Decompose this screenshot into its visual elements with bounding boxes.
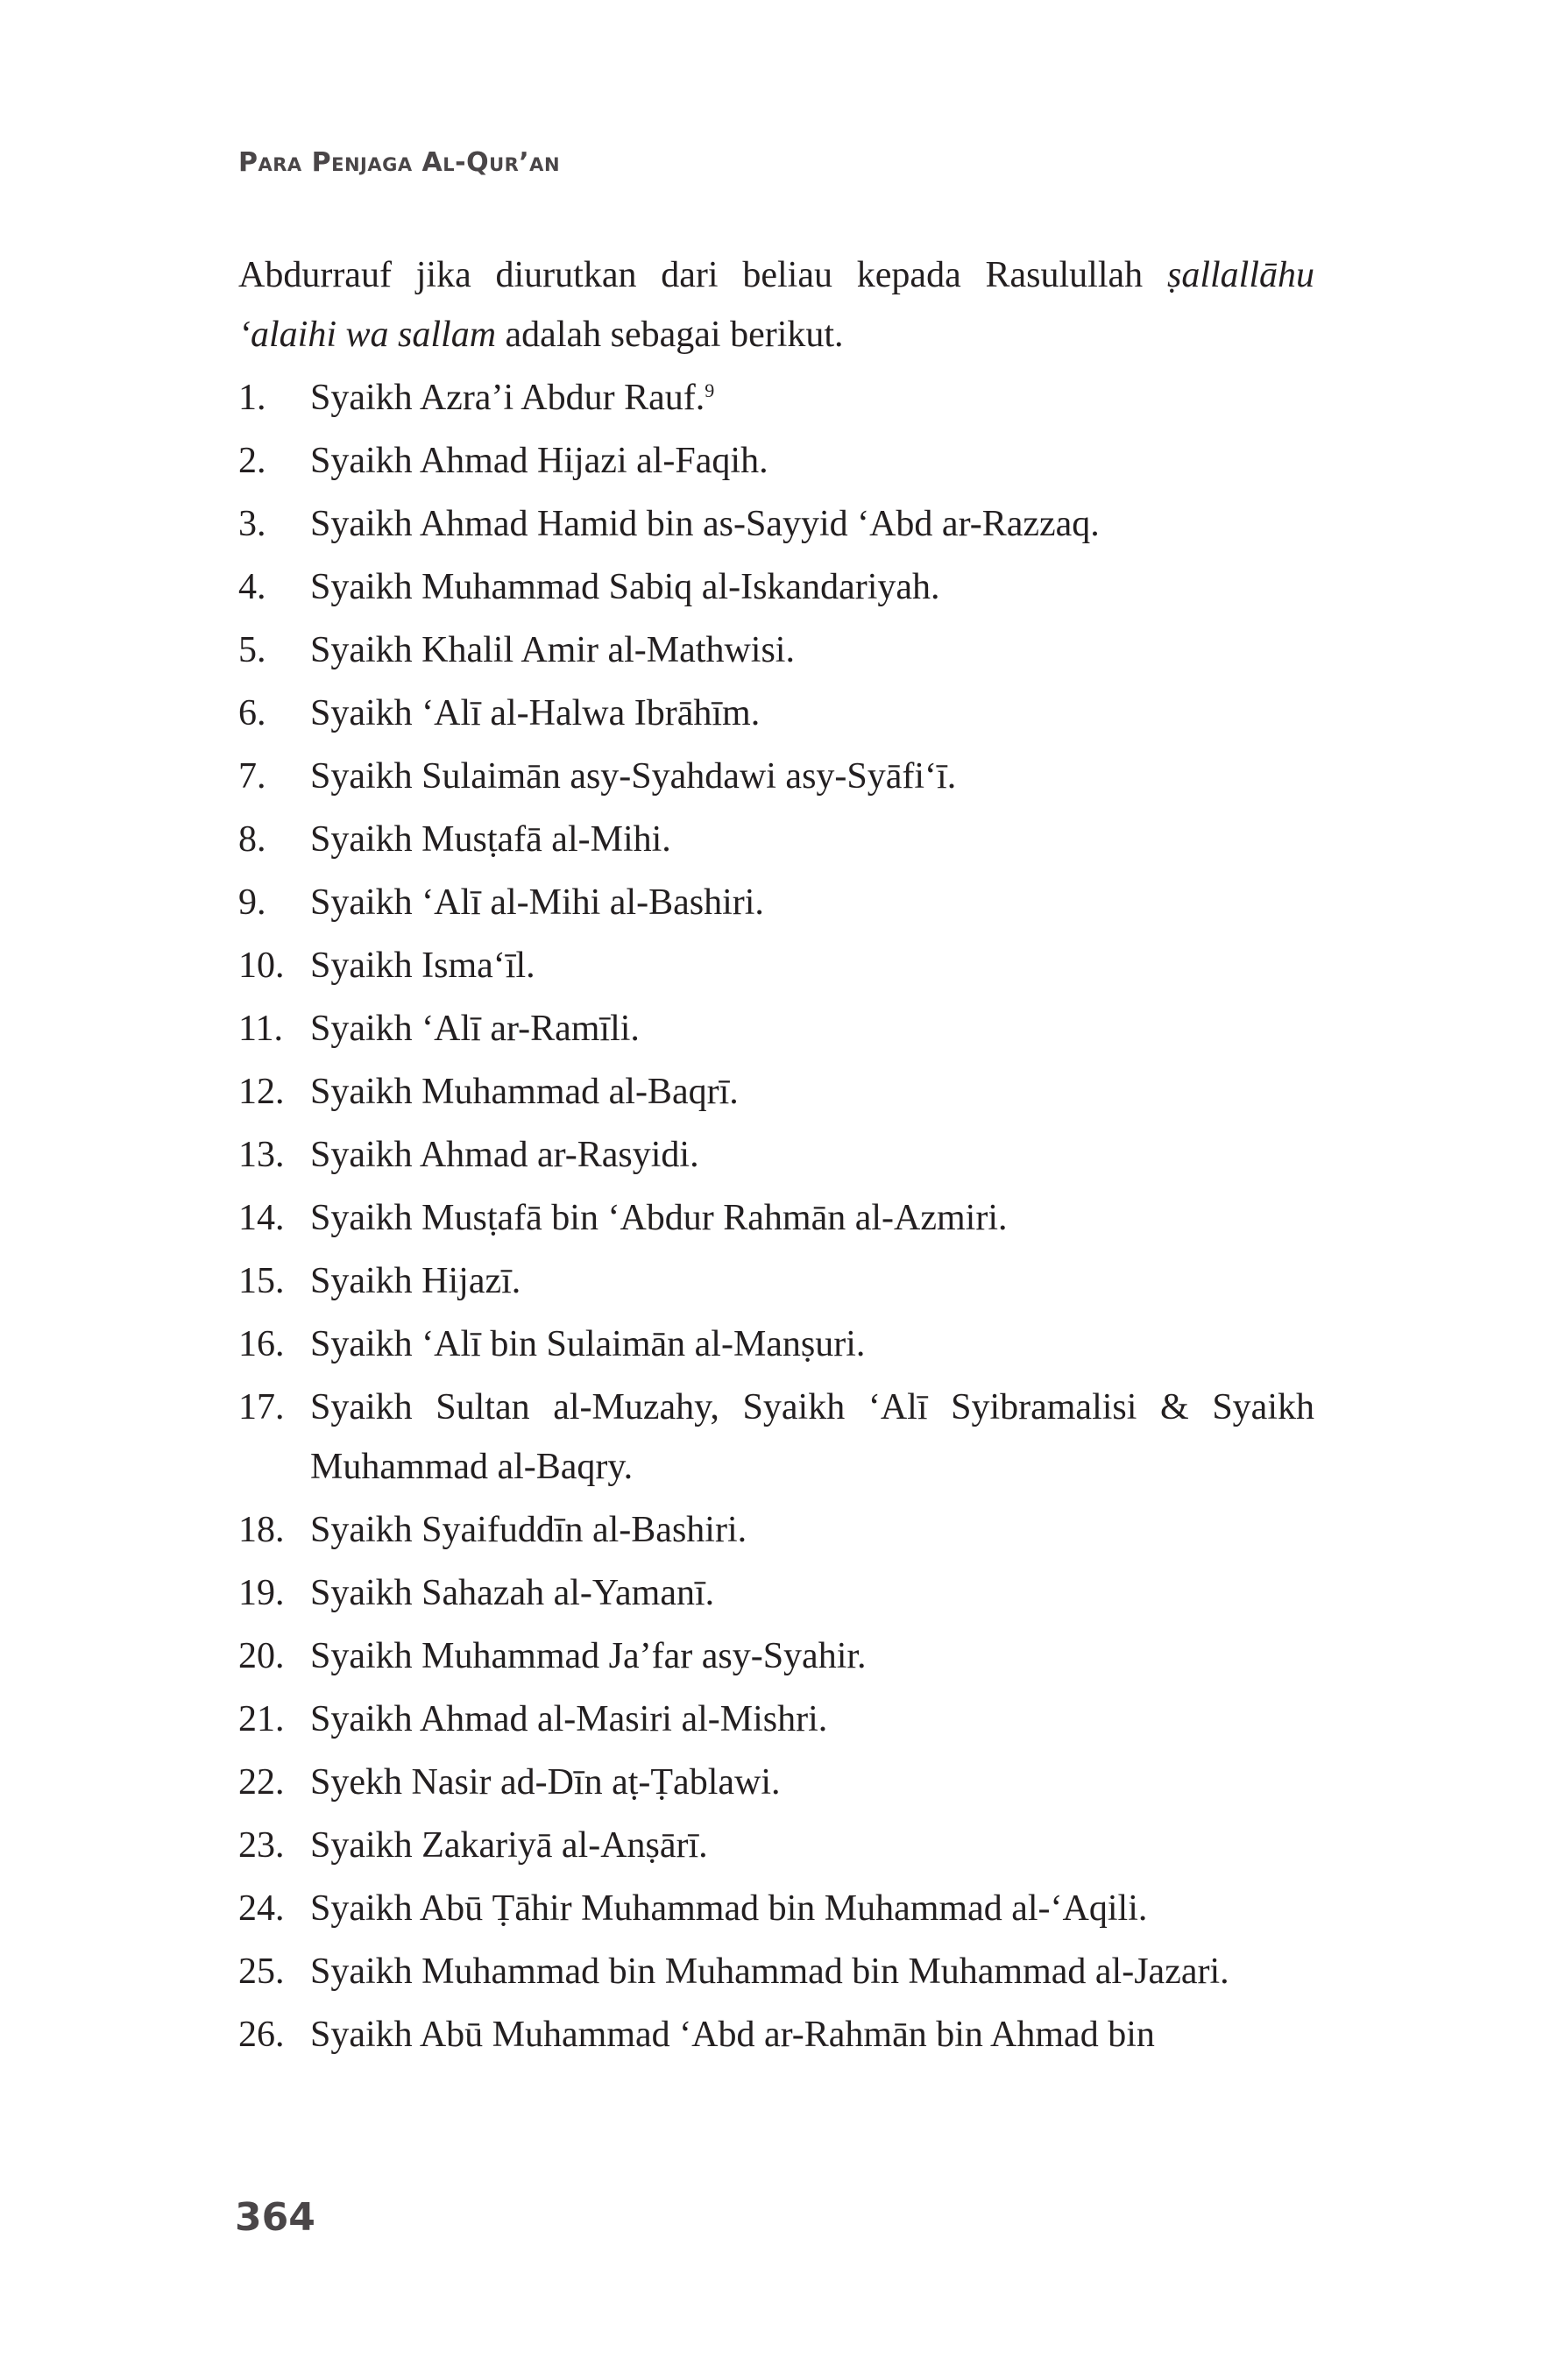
list-item (238, 810, 1314, 869)
list-text: Syaikh ‘Alī bin Sulaimān al-Manṣuri. (310, 1324, 866, 1364)
intro-paragraph (238, 245, 1314, 365)
list-item (238, 494, 1314, 554)
list-item (238, 873, 1314, 932)
list-number: 6. (238, 693, 266, 733)
list-number: 25. (238, 1951, 285, 1992)
list-text: Syaikh Muhammad Ja’far asy-Syahir. (310, 1636, 867, 1676)
list-number: 26. (238, 2015, 285, 2055)
intro-text-before: Abdurrauf jika diurutkan dari beliau kepada Rasulullah (238, 255, 1167, 295)
list-text: Syaikh Musṭafā bin ‘Abdur Rahmān al-Azmiri. (310, 1198, 1008, 1238)
list-text: Syaikh Ahmad Hijazi al-Faqih. (310, 441, 768, 481)
list-number: 9. (238, 882, 266, 923)
list-item (238, 936, 1314, 995)
list-text: Syaikh Ahmad Hamid bin as-Sayyid ‘Abd ar-Razzaq. (310, 504, 1100, 544)
list-number: 17. (238, 1387, 285, 1427)
list-text: Syekh Nasir ad-Dīn aṭ-Ṭablawi. (310, 1762, 781, 1803)
list-number: 2. (238, 441, 266, 481)
page-body (238, 245, 1314, 2068)
list-text: Syaikh Muhammad al-Baqrī. (310, 1072, 739, 1112)
list-number: 14. (238, 1198, 285, 1238)
list-number: 1. (238, 378, 266, 418)
list-text: Syaikh Sulaimān asy-Syahdawi asy-Syāfi‘ī. (310, 756, 957, 797)
intro-text-after: adalah sebagai berikut. (496, 315, 844, 355)
list-number: 23. (238, 1825, 285, 1866)
list-text: Syaikh Khalil Amir al-Mathwisi. (310, 630, 795, 670)
page-number: 364 (235, 2195, 315, 2240)
list-item (238, 1251, 1314, 1311)
list-item (238, 1500, 1314, 1560)
sanad-list (238, 368, 1314, 2065)
list-text: Syaikh Sahazah al-Yamanī. (310, 1573, 715, 1613)
list-number: 11. (238, 1009, 283, 1049)
list-text: Syaikh ‘Alī ar-Ramīli. (310, 1009, 640, 1049)
list-item (238, 1879, 1314, 1938)
list-item (238, 684, 1314, 743)
list-text: Syaikh ‘Alī al-Mihi al-Bashiri. (310, 882, 764, 923)
running-head-title: Para Penjaga Al-Qur’an (238, 147, 561, 178)
list-number: 12. (238, 1072, 285, 1112)
list-item (238, 1563, 1314, 1623)
footnote-marker: 9 (705, 379, 715, 401)
list-item (238, 1689, 1314, 1749)
list-item (238, 620, 1314, 680)
list-item (238, 1378, 1314, 1497)
list-item (238, 1942, 1314, 2001)
list-text: Syaikh Abū Muhammad ‘Abd ar-Rahmān bin Ahmad bin (310, 2015, 1155, 2055)
list-item (238, 1125, 1314, 1185)
list-number: 18. (238, 1510, 285, 1550)
list-item (238, 1753, 1314, 1812)
list-text: Syaikh Muhammad Sabiq al-Iskandariyah. (310, 567, 940, 607)
list-item (238, 1626, 1314, 1686)
list-item (238, 999, 1314, 1059)
list-number: 15. (238, 1261, 285, 1301)
list-item (238, 1314, 1314, 1374)
list-number: 13. (238, 1135, 285, 1175)
list-item (238, 2005, 1314, 2065)
list-number: 3. (238, 504, 266, 544)
list-item (238, 1188, 1314, 1248)
list-number: 5. (238, 630, 266, 670)
list-text: Syaikh Sultan al-Muzahy, Syaikh ‘Alī Syibramalisi & Syaikh Muhammad al-Baqry. (310, 1387, 1314, 1487)
list-text: Syaikh Musṭafā al-Mihi. (310, 819, 671, 860)
list-text: Syaikh Zakariyā al-Anṣārī. (310, 1825, 708, 1866)
list-text-main: Syaikh Azra’i Abdur Rauf. (310, 378, 705, 418)
list-text: Syaikh Hijazī. (310, 1261, 521, 1301)
list-item (238, 557, 1314, 617)
list-text: Syaikh Ahmad al-Masiri al-Mishri. (310, 1699, 828, 1739)
intro-honorific: ṣallallāhu ‘alaihi wa sallam (238, 255, 1314, 355)
list-number: 4. (238, 567, 266, 607)
list-item (238, 1062, 1314, 1122)
list-text: Syaikh Ahmad ar-Rasyidi. (310, 1135, 699, 1175)
list-number: 19. (238, 1573, 285, 1613)
list-text: Syaikh Muhammad bin Muhammad bin Muhammad al-Jazari. (310, 1951, 1229, 1992)
list-number: 7. (238, 756, 266, 797)
list-number: 21. (238, 1699, 285, 1739)
list-item (238, 431, 1314, 491)
list-number: 16. (238, 1324, 285, 1364)
list-number: 10. (238, 946, 285, 986)
list-number: 8. (238, 819, 266, 860)
list-text: Syaikh ‘Alī al-Halwa Ibrāhīm. (310, 693, 761, 733)
list-text: Syaikh Isma‘īl. (310, 946, 535, 986)
list-text: Syaikh Syaifuddīn al-Bashiri. (310, 1510, 747, 1550)
list-item (238, 747, 1314, 806)
list-text: Syaikh Abū Ṭāhir Muhammad bin Muhammad al-‘Aqili. (310, 1888, 1148, 1929)
list-text (310, 368, 1314, 428)
list-number: 22. (238, 1762, 285, 1803)
list-number: 24. (238, 1888, 285, 1929)
list-number: 20. (238, 1636, 285, 1676)
list-item (238, 1816, 1314, 1875)
list-item (238, 368, 1314, 428)
